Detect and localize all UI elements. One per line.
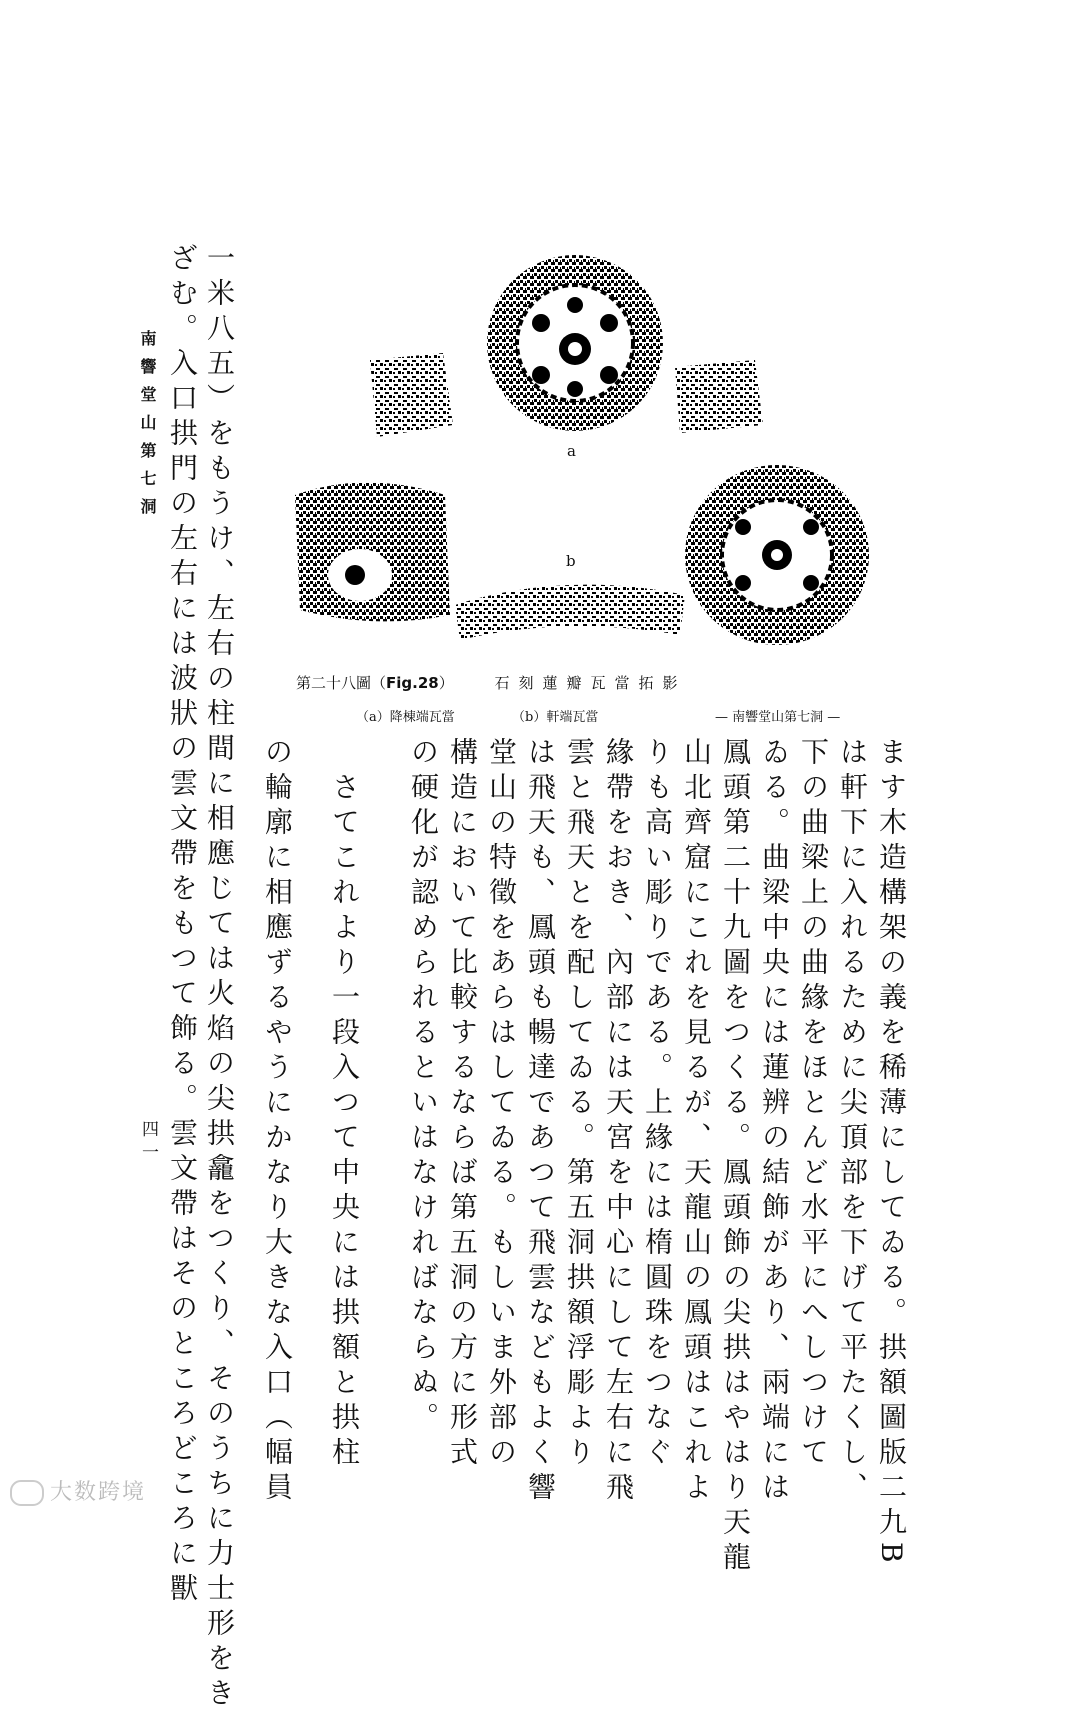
figure-source: — 南響堂山第七洞 — (715, 710, 841, 725)
watermark (10, 1475, 146, 1506)
figure-caption (296, 672, 687, 693)
sub-caption-b: （b）軒端瓦當 (512, 710, 599, 725)
watermark-text: 大数跨境 (50, 1480, 147, 1505)
rubbing-a (370, 255, 763, 437)
body-column-11: 堂山の特徵をあらはしてゐる。もしいま外部の (485, 737, 518, 1472)
body-column-1: ます木造構架の義を稀薄にしてゐる。拱額圖版二九B (875, 737, 908, 1570)
body-column-3: 下の曲梁上の曲緣をほとんど水平にへしつけて (797, 737, 830, 1472)
body-column-4: ゐる。曲梁中央には蓮辨の結飾があり、兩端には (758, 737, 791, 1507)
body-column-7: りも高い彫りである。上緣には楕圓珠をつなぐ (641, 737, 674, 1472)
body-column-2: は軒下に入れるために尖頂部を下げて平たくし、 (836, 737, 869, 1507)
body-column-5: 鳳頭第二十九圖をつくる。鳳頭飾の尖拱はやはり天龍 (719, 737, 752, 1577)
figure-label-b: b (566, 552, 576, 570)
body-column-left-2: ざむ。入口拱門の左右には波狀の雲文帶をもつて飾る。雲文帶はそのところどころに獸 (166, 243, 199, 1608)
rubbing-b (295, 465, 869, 645)
body-column-14: さてこれより一段入つて中央には拱額と拱柱 (328, 737, 361, 1472)
body-column-15: の輪廓に相應ずるやうにかなり大きな入口（幅員 (261, 737, 294, 1507)
figure-rubbings (285, 255, 895, 660)
sub-caption-a: （a）降棟端瓦當 (356, 710, 455, 725)
body-column-13: の硬化が認められるといはなければならぬ。 (407, 737, 440, 1437)
body-column-8: 緣帶をおき、內部には天宮を中心にして左右に飛 (602, 737, 635, 1507)
body-column-12: 構造において比較するならば第五洞の方に形式 (446, 737, 479, 1472)
body-column-left-1: 一米八五）をもうけ、左右の柱間に相應じては火焰の尖拱龕をつくり、そのうちに力士形をき (203, 243, 236, 1713)
caption-suffix: ） (438, 674, 454, 692)
page-number: 四一 (138, 1120, 158, 1166)
body-column-9: 雲と飛天とを配してゐる。第五洞拱額浮彫より (563, 737, 596, 1472)
figure-label-a: a (567, 442, 576, 460)
caption-fig-number: Fig.28 (386, 674, 439, 692)
watermark-logo-icon (10, 1480, 44, 1506)
body-column-6: 山北齊窟にこれを見るが、天龍山の鳳頭はこれよ (680, 737, 713, 1507)
running-header: 南響堂山第七洞 (138, 330, 157, 526)
body-column-10: は飛天も、鳳頭も暢達であつて飛雲などもよく響 (524, 737, 557, 1507)
caption-prefix: 第二十八圖（ (296, 674, 387, 692)
caption-title: 石刻蓮瓣瓦當拓影 (494, 674, 687, 692)
